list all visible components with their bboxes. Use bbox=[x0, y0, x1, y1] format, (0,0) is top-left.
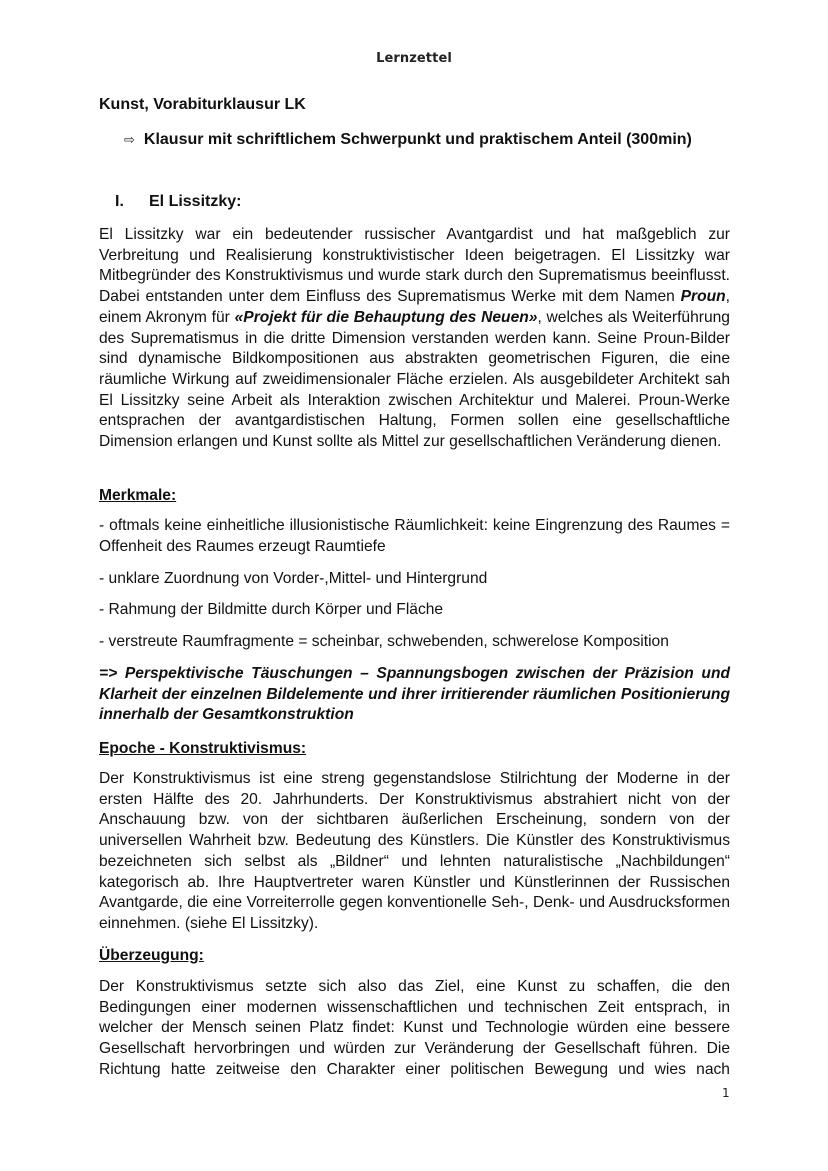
section-number: I. bbox=[115, 193, 124, 210]
section-title: El Lissitzky: bbox=[149, 193, 242, 210]
merkmale-heading: Merkmale: bbox=[99, 487, 177, 504]
conclusion-block bbox=[99, 664, 730, 726]
intro-text-3: , welches als Weiterführung des Suprematismus in die dritte Dimension verstanden werden kann. Seine Proun-Bilder sind dynamische Bildkompositionen aus abstrakten geometrischen Figuren, die eine räumliche Wirkung auf zweidimensionaler Fläche erzielen. Als ausgebildeter Architekt sah El Lissitzky seine Arbeit als Interaktion zwischen Architektur und Malerei. Proun-Werke entsprachen der avantgardistischen Haltung, Formen sollen eine gesellschaftliche Dimension erlangen und Kunst sollte als Mittel zur gesellschaftlichen Veränderung dienen. bbox=[99, 308, 730, 451]
page-number: 1 bbox=[722, 1086, 730, 1100]
intro-text-1: El Lissitzky war ein bedeutender russischer Avantgardist und hat maßgeblich zur Verbreitung und Realisierung konstruktivistischer Ideen beigetragen. El Lissitzky war Mitbegründer des Konstruktivismus und wurde stark durch den Suprematismus beeinflusst. Dabei entstanden unter dem Einfluss des Suprematismus Werke mit dem Namen bbox=[99, 226, 730, 306]
intro-text-2: , einem Akronym für bbox=[99, 288, 730, 326]
document-title: Kunst, Vorabiturklausur LK bbox=[99, 96, 306, 113]
proun-acronym: «Projekt für die Behauptung des Neuen» bbox=[234, 308, 538, 326]
merkmale-item: - verstreute Raumfragmente = scheinbar, schwebenden, schwerelose Komposition bbox=[99, 633, 669, 650]
page-header: Lernzettel bbox=[376, 51, 452, 66]
epoche-heading-block bbox=[99, 739, 730, 759]
subtitle-text: Klausur mit schriftlichem Schwerpunkt und praktischem Anteil (300min) bbox=[143, 131, 692, 148]
ueberzeugung-paragraph: Der Konstruktivismus setzte sich also das Ziel, eine Kunst zu schaffen, die den Bedingungen einer modernen wissenschaftlichen und technischen Zeit entsprach, in welcher der Mensch seinen Platz findet: Kunst und Technologie würden eine bessere Gesellschaft hervorbringen und würden zur Veränderung der Gesellschaft führen. Die Richtung hatte zeitweise den Charakter einer politischen Bewegung und wies nach bbox=[99, 978, 730, 1078]
merkmale-item: - oftmals keine einheitliche illusionistische Räumlichkeit: keine Eingrenzung des Raumes = Offenheit des Raumes erzeugt Raumtiefe bbox=[99, 517, 730, 555]
proun-term: Proun bbox=[680, 288, 726, 306]
intro-block bbox=[99, 225, 730, 453]
epoche-paragraph: Der Konstruktivismus ist eine streng gegenstandslose Stilrichtung der Moderne in der ersten Hälfte des 20. Jahrhunderts. Der Konstruktivismus abstrahiert nicht von der Anschauung bzw. von der sichtbaren äußerlichen Erscheinung, sondern von der universellen Wahrheit bzw. Bedeutung des Künstlers. Die Künstler des Konstruktivismus bezeichneten sich selbst als „Bildner“ und lehnten naturalistische „Nachbildungen“ kategorisch ab. Ihre Hauptvertreter waren Künstler und Künstlerinnen der Russischen Avantgarde, die eine Vorreiterrolle gegen konventionelle Seh-, Denk- und Ausdrucksformen einnehmen. (siehe El Lissitzky). bbox=[99, 770, 730, 932]
ueberzeugung-heading: Überzeugung: bbox=[99, 947, 204, 964]
intro-paragraph bbox=[99, 225, 730, 453]
merkmale-item-1-block bbox=[99, 569, 730, 590]
section-heading bbox=[115, 193, 241, 211]
arrow-right-icon: ⇨ bbox=[124, 132, 135, 147]
epoche-block bbox=[99, 769, 730, 935]
merkmale-item-2-block bbox=[99, 600, 730, 621]
merkmale-item-3-block bbox=[99, 632, 730, 653]
merkmale-conclusion: => Perspektivische Täuschungen – Spannungsbogen zwischen der Präzision und Klarheit der einzelnen Bildelemente und ihrer irritierender räumlichen Positionierung innerhalb der Gesamtkonstruktion bbox=[99, 665, 730, 724]
document-subtitle bbox=[124, 131, 692, 149]
epoche-heading: Epoche - Konstruktivismus: bbox=[99, 740, 307, 757]
merkmale-item: - unklare Zuordnung von Vorder-,Mittel- und Hintergrund bbox=[99, 570, 488, 587]
ueberzeugung-heading-block bbox=[99, 946, 730, 966]
merkmale-item-0-block bbox=[99, 516, 730, 557]
ueberzeugung-block bbox=[99, 977, 730, 1081]
merkmale-item: - Rahmung der Bildmitte durch Körper und Fläche bbox=[99, 601, 444, 618]
merkmale-heading-block bbox=[99, 486, 730, 506]
